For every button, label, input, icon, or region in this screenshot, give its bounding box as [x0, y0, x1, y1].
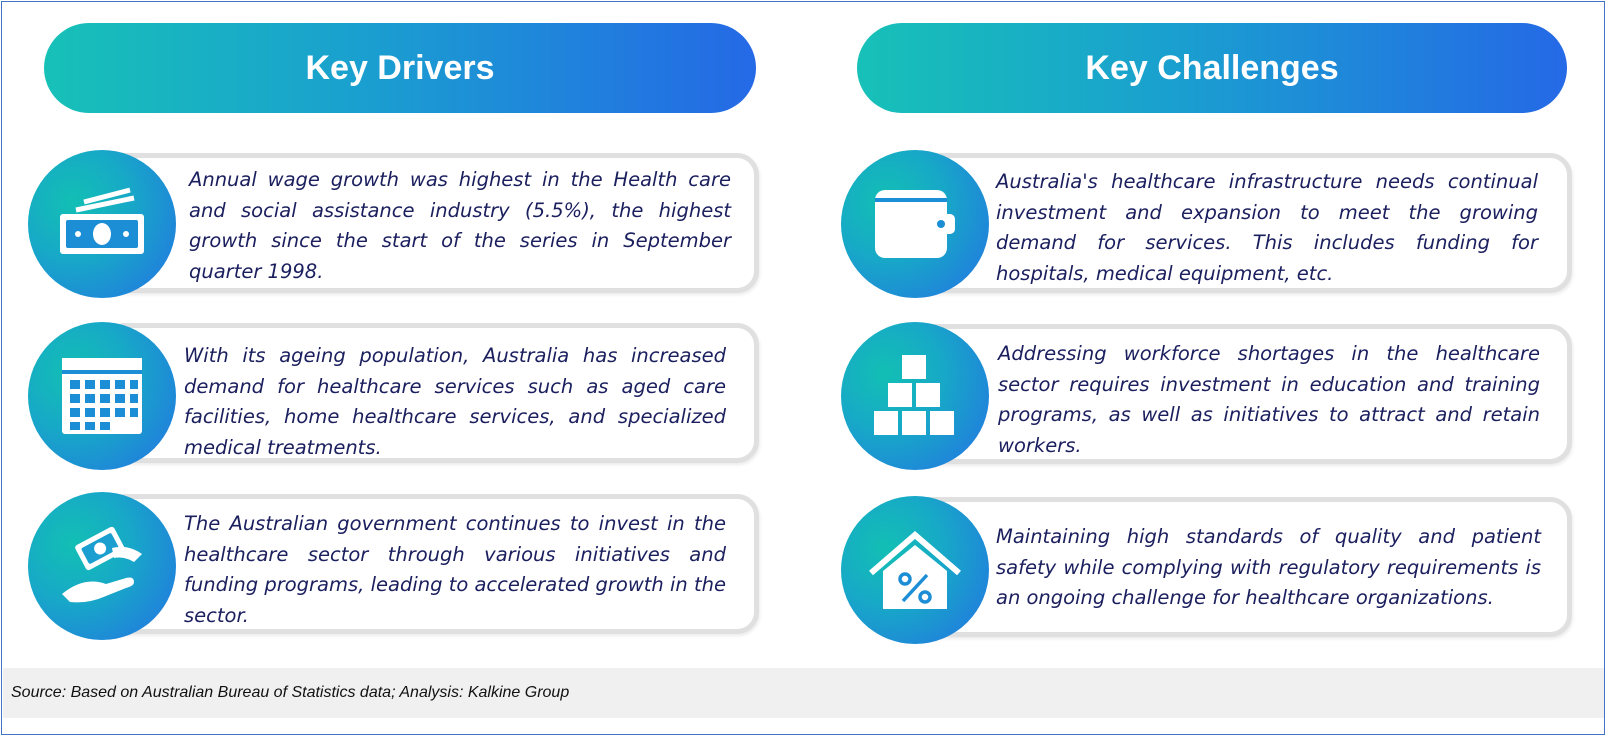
challenge-text-1: Australia's healthcare infrastructure needs continual investment and expansion to meet the growing demand for services. This includes funding for hospitals, medical equipment, etc.: [996, 170, 1538, 285]
challenge-icon-circle-3: [841, 496, 989, 644]
key-challenges-header: [857, 23, 1567, 113]
hand-money-icon: [54, 518, 150, 614]
driver-icon-circle-2: [28, 322, 176, 470]
key-drivers-header: [44, 23, 756, 113]
driver-text-3: The Australian government continues to invest in the healthcare sector through various initiatives and funding programs, leading to accelerated growth in the sector.: [184, 512, 726, 627]
driver-icon-circle-1: [28, 150, 176, 298]
driver-text-1: Annual wage growth was highest in the Health care and social assistance industry (5.5%), the highest growth since the start of the series in September quarter 1998.: [189, 168, 731, 283]
challenge-text-2: Addressing workforce shortages in the healthcare sector requires investment in education and training programs, as well as initiatives to attract and retain workers.: [998, 342, 1540, 457]
stacked-boxes-icon: [870, 351, 960, 441]
source-text: Source: Based on Australian Bureau of Statistics data; Analysis: Kalkine Group: [11, 684, 570, 701]
key-drivers-title: Key Drivers: [305, 48, 495, 87]
wallet-icon: [871, 186, 959, 262]
driver-icon-circle-3: [28, 492, 176, 640]
money-bills-icon: [54, 184, 150, 264]
challenge-icon-circle-2: [841, 322, 989, 470]
source-footer: [3, 668, 1604, 718]
house-percent-icon: [865, 527, 965, 613]
key-challenges-title: Key Challenges: [1085, 48, 1339, 87]
calendar-icon: [60, 354, 144, 438]
challenge-icon-circle-1: [841, 150, 989, 298]
challenge-text-3: Maintaining high standards of quality and patient safety while complying with regulatory requirements is an ongoing challenge for healthcare organizations.: [996, 525, 1541, 609]
driver-text-2: With its ageing population, Australia has increased demand for healthcare services such as aged care facilities, home healthcare services, and specialized medical treatments.: [184, 344, 726, 459]
